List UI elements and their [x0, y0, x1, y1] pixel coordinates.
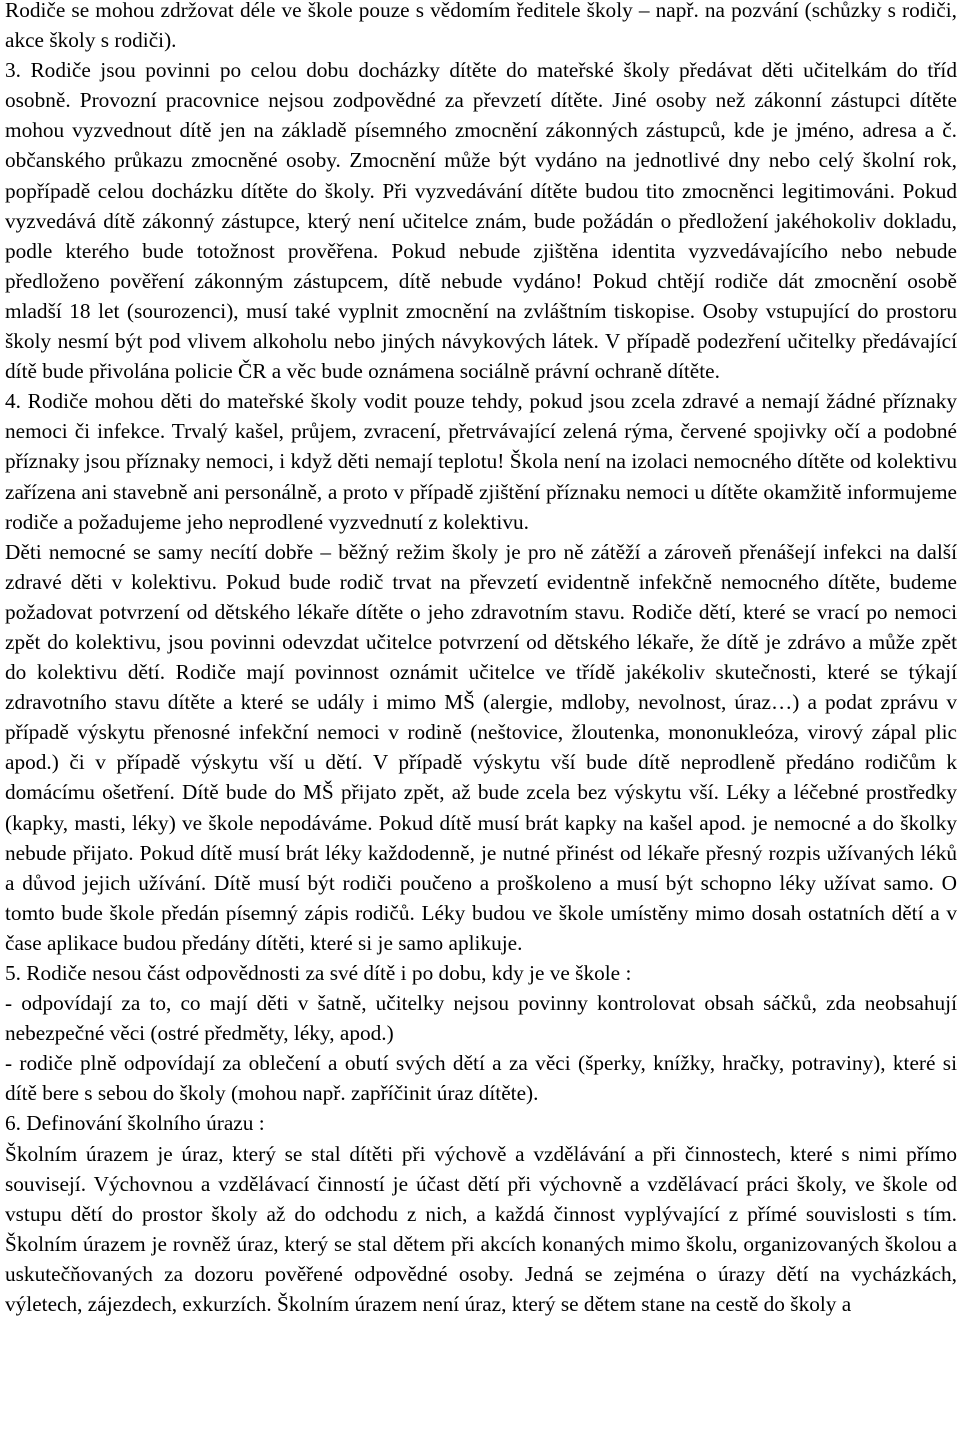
paragraph-injury-definition: Školním úrazem je úraz, který se stal dítěti při výchově a vzdělávání a při činnostech, které s nimi přímo souvisejí. Výchovnou a vzdělávací činností je účast dětí při výchovně a vzdělávací práci školy, ve škole od vstupu dětí do prostor školy až do odchodu z nich, a každá činnost vyplývající z přímé souvislosti s tím. Školním úrazem je rovněž úraz, který se stal dětem při akcích konaných mimo školu, organizovaných školou a uskutečňovaných za dozoru pověřené odpovědné osoby. Jedná se zejména o úrazy dětí na vycházkách, výletech, zájezdech, exkurzích. Školním úrazem není úraz, který se dětem stane na cestě do školy a: [5, 1141, 957, 1317]
paragraph-parent-responsibility-heading: 5. Rodiče nesou část odpovědnosti za své dítě i po dobu, kdy je ve škole :: [5, 961, 632, 985]
paragraph-sick-children: Děti nemocné se samy necítí dobře – běžný režim školy je pro ně zátěží a zároveň přenášejí infekci na další zdravé děti v kolektivu. Pokud bude rodič trvat na převzetí evidentně infekčně nemocného dítěte, budeme požadovat potvrzení od dětského lékaře dítěte o jeho zdravotním stavu. Rodiče dětí, které se vrací po nemoci zpět do kolektivu, jsou povinni odevzdat učitelce potvrzení od dětského lékaře, že dítě je zdrávo a může zpět do kolektivu dětí. Rodiče mají povinnost oznámit učitelce ve třídě jakékoliv skutečnosti, které se týkají zdravotního stavu dítěte a které se udály i mimo MŠ (alergie, mdloby, nevolnost, úraz…) a podat zprávu v případě výskytu přenosné infekční nemoci v rodině (neštovice, žloutenka, mononukleóza, virový zápal plic apod.) či v případě výskytu vší u dětí. V případě výskytu vší bude dítě neprodleně předáno rodičům k domácímu ošetření. Dítě bude do MŠ přijato zpět, až bude zcela bez výskytu vší. Léky a léčebné prostředky (kapky, masti, léky) ve škole nepodáváme. Pokud dítě musí brát kapky na kašel apod. je nemocné a do školky nebude přijato. Pokud dítě musí brát léky každodenně, je nutné přinést od lékaře přesný rozpis užívaných léků a důvod jejich užívání. Dítě musí být rodiči poučeno a proškoleno a musí být schopno léky užívat samo. O tomto bude škole předán písemný zápis rodičů. Léky budou ve škole umístěny mimo dosah ostatních dětí a v čase aplikace budou předány dítěti, které si je samo aplikuje.: [5, 539, 957, 955]
paragraph-health-condition: 4. Rodiče mohou děti do mateřské školy vodit pouze tehdy, pokud jsou zcela zdravé a nemají žádné příznaky nemoci či infekce. Trvalý kašel, průjem, zvracení, přetrvávající zelená rýma, červené spojivky očí a podobné příznaky jsou příznaky nemoci, i když děti nemají teplotu! Škola není na izolaci nemocného dítěte od kolektivu zařízena ani stavebně ani personálně, a proto v případě zjištění příznaku nemoci u dítěte okamžitě informujeme rodiče a požadujeme jeho neprodlené vyzvednutí z kolektivu.: [5, 389, 957, 534]
paragraph-parent-presence: Rodiče se mohou zdržovat déle ve škole pouze s vědomím ředitele školy – např. na pozvání (schůzky s rodiči, akce školy s rodiči).: [5, 0, 957, 53]
paragraph-injury-heading: 6. Definování školního úrazu :: [5, 1111, 265, 1136]
paragraph-handover-rules: 3. Rodiče jsou povinni po celou dobu docházky dítěte do mateřské školy předávat děti učitelkám do tříd osobně. Provozní pracovnice nejsou zodpovědné za převzetí dítěte. Jiné osoby než zákonní zástupci dítěte mohou vyzvednout dítě jen na základě písemného zmocnění zákonných zástupců, kde je jméno, adresa a č. občanského průkazu zmocněné osoby. Zmocnění může být vydáno na jednotlivé dny nebo celý školní rok, popřípadě celou docházku dítěte do školy. Při vyzvedávání dítěte budou tito zmocněnci legitimováni. Pokud vyzvedává dítě zákonný zástupce, který není učitelce znám, bude požádán o předložení jakéhokoliv dokladu, podle kterého bude totožnost prověřena. Pokud nebude zjištěna identita vyzvedávajícího nebo nebude předloženo pověření zákonným zástupcem, dítě nebude vydáno! Pokud chtějí rodiče dát zmocnění osobě mladší 18 let (sourozenci), musí také vyplnit zmocnění na zvláštním tiskopise. Osoby vstupující do prostoru školy nesmí být pod vlivem alkoholu nebo jiných návykových látek. V případě podezření učitelky předávající dítě bude přivolána policie ČR a věc bude oznámena sociálně právní ochraně dítěte.: [5, 58, 957, 384]
paragraph-responsibility-wardrobe: - odpovídají za to, co mají děti v šatně, učitelky nejsou povinny kontrolovat obsah sáčků, zda neobsahují nebezpečné věci (ostré předměty, léky, apod.): [5, 991, 957, 1046]
paragraph-responsibility-clothing: - rodiče plně odpovídají za oblečení a obutí svých dětí a za věci (šperky, knížky, hračky, potraviny), které si dítě bere s sebou do školy (mohou např. zapříčinit úraz dítěte).: [5, 1051, 957, 1106]
